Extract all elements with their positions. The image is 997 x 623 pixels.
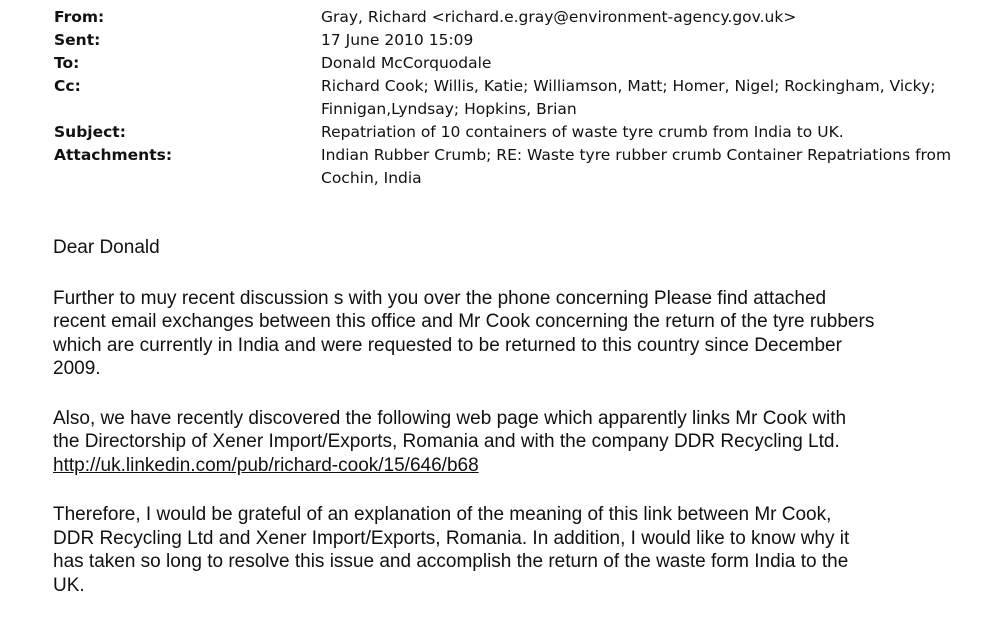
attachments-row: [54, 144, 984, 190]
sent-row: [54, 29, 984, 52]
email-header: [54, 6, 984, 190]
paragraph-line: UK.: [53, 574, 85, 596]
cc-label: Cc:: [54, 77, 81, 95]
paragraph-3: [53, 503, 983, 597]
attachments-value-line: Indian Rubber Crumb; RE: Waste tyre rubber crumb Container Repatriations from: [321, 146, 952, 164]
greeting: Dear Donald: [53, 237, 160, 258]
paragraph-line: Also, we have recently discovered the following web page which apparently links Mr Cook with: [53, 407, 847, 429]
from-row: [54, 6, 984, 29]
email-body: [53, 236, 983, 623]
subject-value: Repatriation of 10 containers of waste tyre crumb from India to UK.: [321, 123, 844, 141]
paragraph-line: which are currently in India and were requested to be returned to this country since December: [53, 334, 842, 356]
subject-row: [54, 121, 984, 144]
paragraph-1: [53, 287, 983, 381]
attachments-label: Attachments:: [54, 146, 173, 164]
paragraph-line: 2009.: [53, 358, 101, 379]
subject-label: Subject:: [54, 123, 126, 141]
paragraph-line: recent email exchanges between this office and Mr Cook concerning the return of the tyre rubbers: [53, 311, 875, 332]
to-label: To:: [54, 54, 80, 72]
paragraph-line: Further to muy recent discussion s with you over the phone concerning Please find attached: [53, 287, 827, 309]
from-value: Gray, Richard <richard.e.gray@environment-agency.gov.uk>: [321, 8, 797, 26]
to-value: Donald McCorquodale: [321, 54, 492, 72]
to-row: [54, 52, 984, 75]
attachments-value-line: Cochin, India: [321, 169, 422, 187]
paragraph-line: has taken so long to resolve this issue and accomplish the return of the waste form India to the: [53, 551, 849, 572]
linkedin-link[interactable]: http://uk.linkedin.com/pub/richard-cook/15/646/b68: [53, 454, 479, 476]
cc-value-line: Richard Cook; Willis, Katie; Williamson, Matt; Homer, Nigel; Rockingham, Vicky;: [321, 77, 936, 95]
attachments-value: [321, 144, 984, 190]
cc-value-line: Finnigan,Lyndsay; Hopkins, Brian: [321, 100, 577, 118]
from-label: From:: [54, 8, 105, 26]
paragraph-line: DDR Recycling Ltd and Xener Import/Exports, Romania. In addition, I would like to know why it: [53, 527, 850, 549]
sent-value: 17 June 2010 15:09: [321, 31, 474, 49]
paragraph-line: Therefore, I would be grateful of an explanation of the meaning of this link between Mr Cook,: [53, 504, 832, 525]
cc-value: [321, 75, 984, 121]
cc-row: [54, 75, 984, 121]
paragraph-2: [53, 407, 983, 478]
sent-label: Sent:: [54, 31, 101, 49]
paragraph-line: the Directorship of Xener Import/Exports, Romania and with the company DDR Recycling Ltd.: [53, 431, 840, 452]
